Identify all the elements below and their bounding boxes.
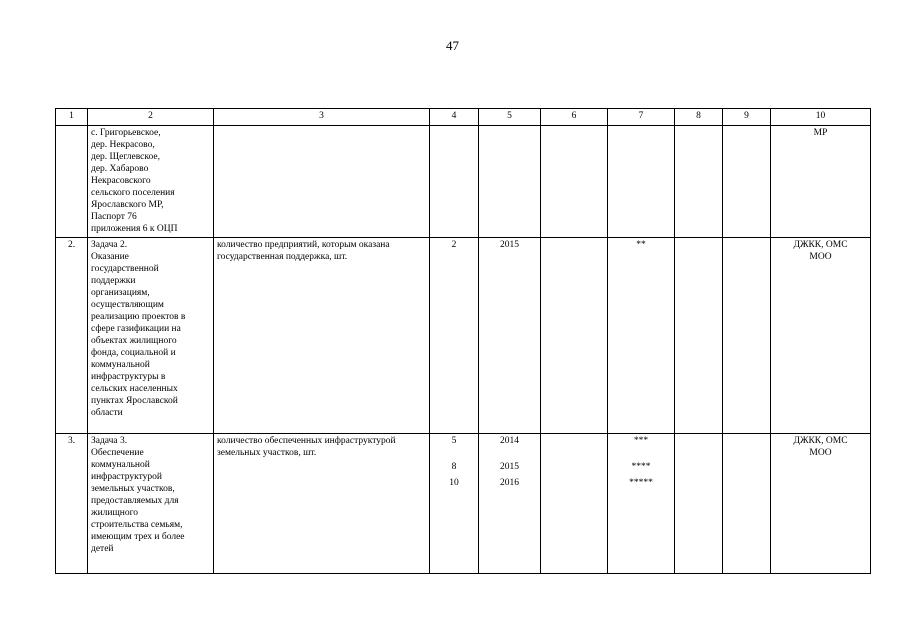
task-name-line: строительства семьям, bbox=[91, 520, 183, 530]
task-name-line: поддержки bbox=[91, 276, 136, 286]
task-name-line: дер. Хабарово bbox=[91, 164, 149, 174]
task-name-line: государственной bbox=[91, 264, 159, 274]
header-cell-1: 1 bbox=[56, 109, 88, 126]
task-name bbox=[88, 434, 214, 574]
header-cell-4: 4 bbox=[430, 109, 479, 126]
header-cell-8: 8 bbox=[675, 109, 723, 126]
indicator bbox=[214, 238, 430, 434]
task-name-line: организациям, bbox=[91, 288, 150, 298]
task-name-line: осуществляющим bbox=[91, 300, 164, 310]
header-cell-7: 7 bbox=[608, 109, 675, 126]
task-name-line: Ярославского МР, bbox=[91, 200, 164, 210]
value-cell bbox=[430, 434, 479, 574]
header-cell-6: 6 bbox=[541, 109, 608, 126]
header-cell-2: 2 bbox=[88, 109, 214, 126]
task-name-line: с. Григорьевское, bbox=[91, 128, 161, 138]
year-cell bbox=[479, 434, 541, 574]
col9-cell bbox=[723, 238, 771, 434]
year-line: 2014 bbox=[500, 436, 519, 446]
col8-cell bbox=[675, 238, 723, 434]
header-cell-5: 5 bbox=[479, 109, 541, 126]
year-line: 2015 bbox=[500, 462, 519, 472]
task-name-line: имеющим трех и более bbox=[91, 532, 185, 542]
task-name bbox=[88, 238, 214, 434]
col6-cell bbox=[541, 434, 608, 574]
col7-cell bbox=[608, 126, 675, 238]
year-cell bbox=[479, 238, 541, 434]
col9-cell bbox=[723, 434, 771, 574]
indicator-line: количество обеспеченных инфраструктурой bbox=[217, 436, 396, 446]
col9-cell bbox=[723, 126, 771, 238]
task-name-line: фонда, социальной и bbox=[91, 348, 176, 358]
col7-cell bbox=[608, 238, 675, 434]
indicator-line: государственная поддержка, шт. bbox=[217, 252, 348, 262]
responsible-cell bbox=[771, 126, 871, 238]
task-name-line: сельского поселения bbox=[91, 188, 175, 198]
task-name-line: Задача 2. bbox=[91, 240, 128, 250]
task-name-line: Задача 3. bbox=[91, 436, 128, 446]
value-line: 5 bbox=[451, 436, 457, 446]
col6-cell bbox=[541, 238, 608, 434]
responsible-line: МОО bbox=[809, 448, 832, 458]
document-table bbox=[55, 108, 871, 574]
row-number: 2. bbox=[56, 238, 88, 434]
footnote-mark: ** bbox=[636, 240, 646, 250]
task-name-line: объектах жилищного bbox=[91, 336, 177, 346]
header-row bbox=[56, 109, 871, 126]
task-name-line: сфере газификации на bbox=[91, 324, 181, 334]
value-line: 8 bbox=[451, 462, 457, 472]
col8-cell bbox=[675, 126, 723, 238]
task-name-line: приложения 6 к ОЦП bbox=[91, 224, 178, 234]
responsible-line: МР bbox=[813, 128, 828, 138]
task-name-line: Оказание bbox=[91, 252, 129, 262]
responsible-line: МОО bbox=[809, 252, 832, 262]
year-cell bbox=[479, 126, 541, 238]
task-name-line: дер. Щеглевское, bbox=[91, 152, 160, 162]
table-row bbox=[56, 126, 871, 238]
col8-cell bbox=[675, 434, 723, 574]
page-number: 47 bbox=[446, 38, 459, 53]
task-name-line: детей bbox=[91, 544, 114, 554]
value-line: 10 bbox=[449, 478, 459, 488]
value-line: 2 bbox=[451, 240, 457, 250]
responsible-line: ДЖКК, ОМС bbox=[793, 436, 848, 446]
footnote-mark: ***** bbox=[629, 478, 653, 488]
year-line: 2015 bbox=[500, 240, 519, 250]
value-line bbox=[433, 447, 475, 461]
task-name bbox=[88, 126, 214, 238]
task-name-line: инфраструктуры в bbox=[91, 372, 166, 382]
responsible-cell bbox=[771, 238, 871, 434]
row-number: 3. bbox=[56, 434, 88, 574]
task-name-line: Паспорт 76 bbox=[91, 212, 137, 222]
value-cell bbox=[430, 126, 479, 238]
task-name-line: предоставляемых для bbox=[91, 496, 179, 506]
year-line: 2016 bbox=[500, 478, 519, 488]
col7-cell bbox=[608, 434, 675, 574]
indicator bbox=[214, 126, 430, 238]
footnote-mark bbox=[611, 447, 671, 461]
task-name-line: Обеспечение bbox=[91, 448, 144, 458]
footnote-mark: **** bbox=[631, 462, 651, 472]
footnote-mark: *** bbox=[633, 436, 649, 446]
header-cell-10: 10 bbox=[771, 109, 871, 126]
indicator-line: земельных участков, шт. bbox=[217, 448, 317, 458]
task-name-line: коммунальной bbox=[91, 460, 150, 470]
table-row bbox=[56, 238, 871, 434]
responsible-cell bbox=[771, 434, 871, 574]
header-cell-3: 3 bbox=[214, 109, 430, 126]
task-name-line: инфраструктурой bbox=[91, 472, 162, 482]
col6-cell bbox=[541, 126, 608, 238]
task-name-line: коммунальной bbox=[91, 360, 150, 370]
task-name-line: земельных участков, bbox=[91, 484, 175, 494]
task-name-line: пунктах Ярославской bbox=[91, 396, 178, 406]
year-line bbox=[482, 447, 537, 461]
task-name-line: дер. Некрасово, bbox=[91, 140, 155, 150]
task-name-line: сельских населенных bbox=[91, 384, 178, 394]
indicator-line: количество предприятий, которым оказана bbox=[217, 240, 390, 250]
task-name-line: реализацию проектов в bbox=[91, 312, 186, 322]
value-cell bbox=[430, 238, 479, 434]
responsible-line: ДЖКК, ОМС bbox=[793, 240, 848, 250]
row-number bbox=[56, 126, 88, 238]
task-name-line: Некрасовского bbox=[91, 176, 151, 186]
header-cell-9: 9 bbox=[723, 109, 771, 126]
indicator bbox=[214, 434, 430, 574]
table-row bbox=[56, 434, 871, 574]
task-name-line: области bbox=[91, 408, 123, 418]
task-name-line: жилищного bbox=[91, 508, 139, 518]
